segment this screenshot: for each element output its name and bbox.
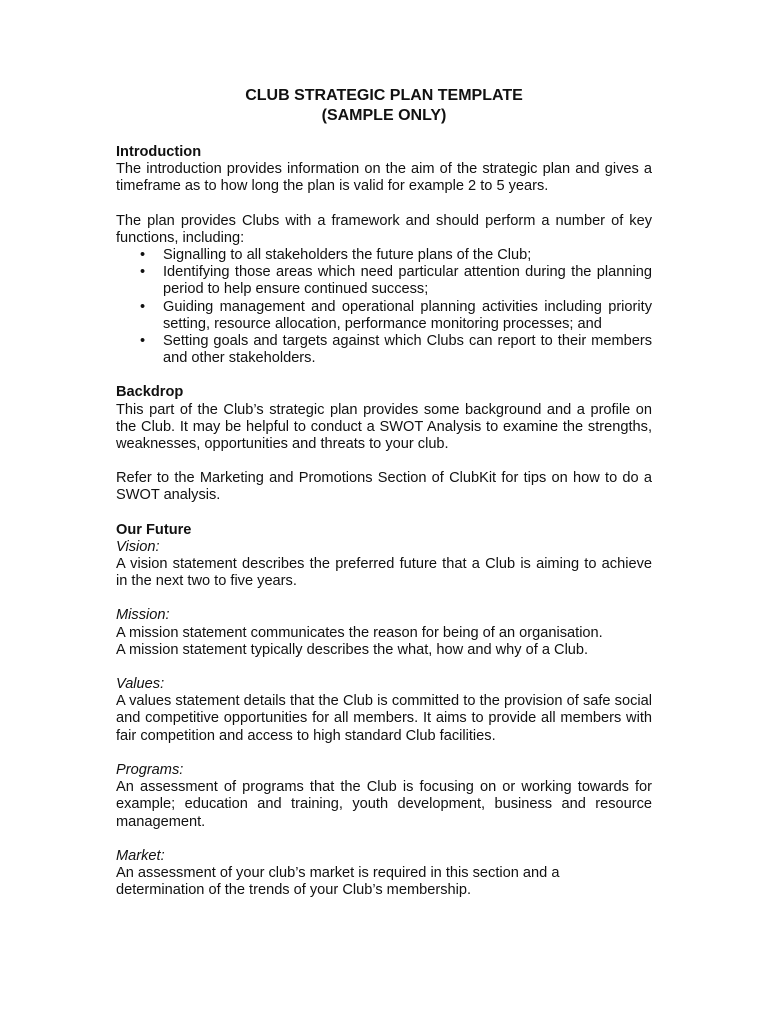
bullet-icon: •	[140, 247, 146, 264]
introduction-paragraph-2: The plan provides Clubs with a framework and should perform a number of key functions, including:	[116, 212, 652, 246]
backdrop-section	[116, 384, 652, 504]
document-subtitle: (SAMPLE ONLY)	[321, 107, 447, 124]
market-text-2: determination of the trends of your Club’s membership.	[116, 882, 472, 899]
document-title: CLUB STRATEGIC PLAN TEMPLATE	[245, 87, 523, 104]
introduction-section	[116, 144, 652, 367]
bullet-icon: •	[140, 264, 146, 281]
introduction-paragraph-1: The introduction provides information on the aim of the strategic plan and gives a timeframe as to how long the plan is valid for example 2 to 5 years.	[116, 161, 652, 195]
our-future-heading: Our Future	[116, 521, 192, 538]
values-label: Values:	[116, 676, 165, 693]
list-item: • Guiding management and operational planning activities including priority setting, resource allocation, performance monitoring processes; and	[140, 298, 652, 332]
introduction-heading: Introduction	[116, 144, 202, 160]
mission-text-1: A mission statement communicates the reason for being of an organisation.	[116, 624, 603, 641]
our-future-section	[116, 522, 652, 900]
market-text-1: An assessment of your club’s market is required in this section and a	[116, 864, 560, 881]
document-page	[116, 86, 652, 899]
mission-text-2: A mission statement typically describes the what, how and why of a Club.	[116, 641, 589, 658]
backdrop-heading: Backdrop	[116, 384, 184, 401]
list-item: • Signalling to all stakeholders the future plans of the Club;	[140, 247, 532, 264]
mission-label: Mission:	[116, 607, 170, 624]
key-functions-list	[116, 247, 652, 367]
programs-text: An assessment of programs that the Club is focusing on or working towards for example; education and training, youth development, business and resource management.	[116, 779, 652, 830]
bullet-icon: •	[140, 298, 146, 315]
vision-label: Vision:	[116, 538, 160, 555]
bullet-icon: •	[140, 333, 146, 350]
list-item: • Identifying those areas which need particular attention during the planning period to help ensure continued success;	[140, 264, 652, 298]
title-block	[116, 86, 652, 126]
vision-text: A vision statement describes the preferred future that a Club is aiming to achieve in the next two to five years.	[116, 556, 652, 590]
market-label: Market:	[116, 847, 165, 864]
backdrop-paragraph-1: This part of the Club’s strategic plan provides some background and a profile on the Club. It may be helpful to conduct a SWOT Analysis to examine the strengths, weaknesses, opportunities and threats to your club.	[116, 401, 652, 453]
list-item: • Setting goals and targets against which Clubs can report to their members and other stakeholders.	[140, 333, 652, 367]
backdrop-paragraph-2: Refer to the Marketing and Promotions Section of ClubKit for tips on how to do a SWOT analysis.	[116, 470, 652, 504]
programs-label: Programs:	[116, 761, 184, 778]
values-text: A values statement details that the Club is committed to the provision of safe social and competitive opportunities for all members. It aims to provide all members with fair competition and access to high standard Club facilities.	[116, 693, 652, 744]
